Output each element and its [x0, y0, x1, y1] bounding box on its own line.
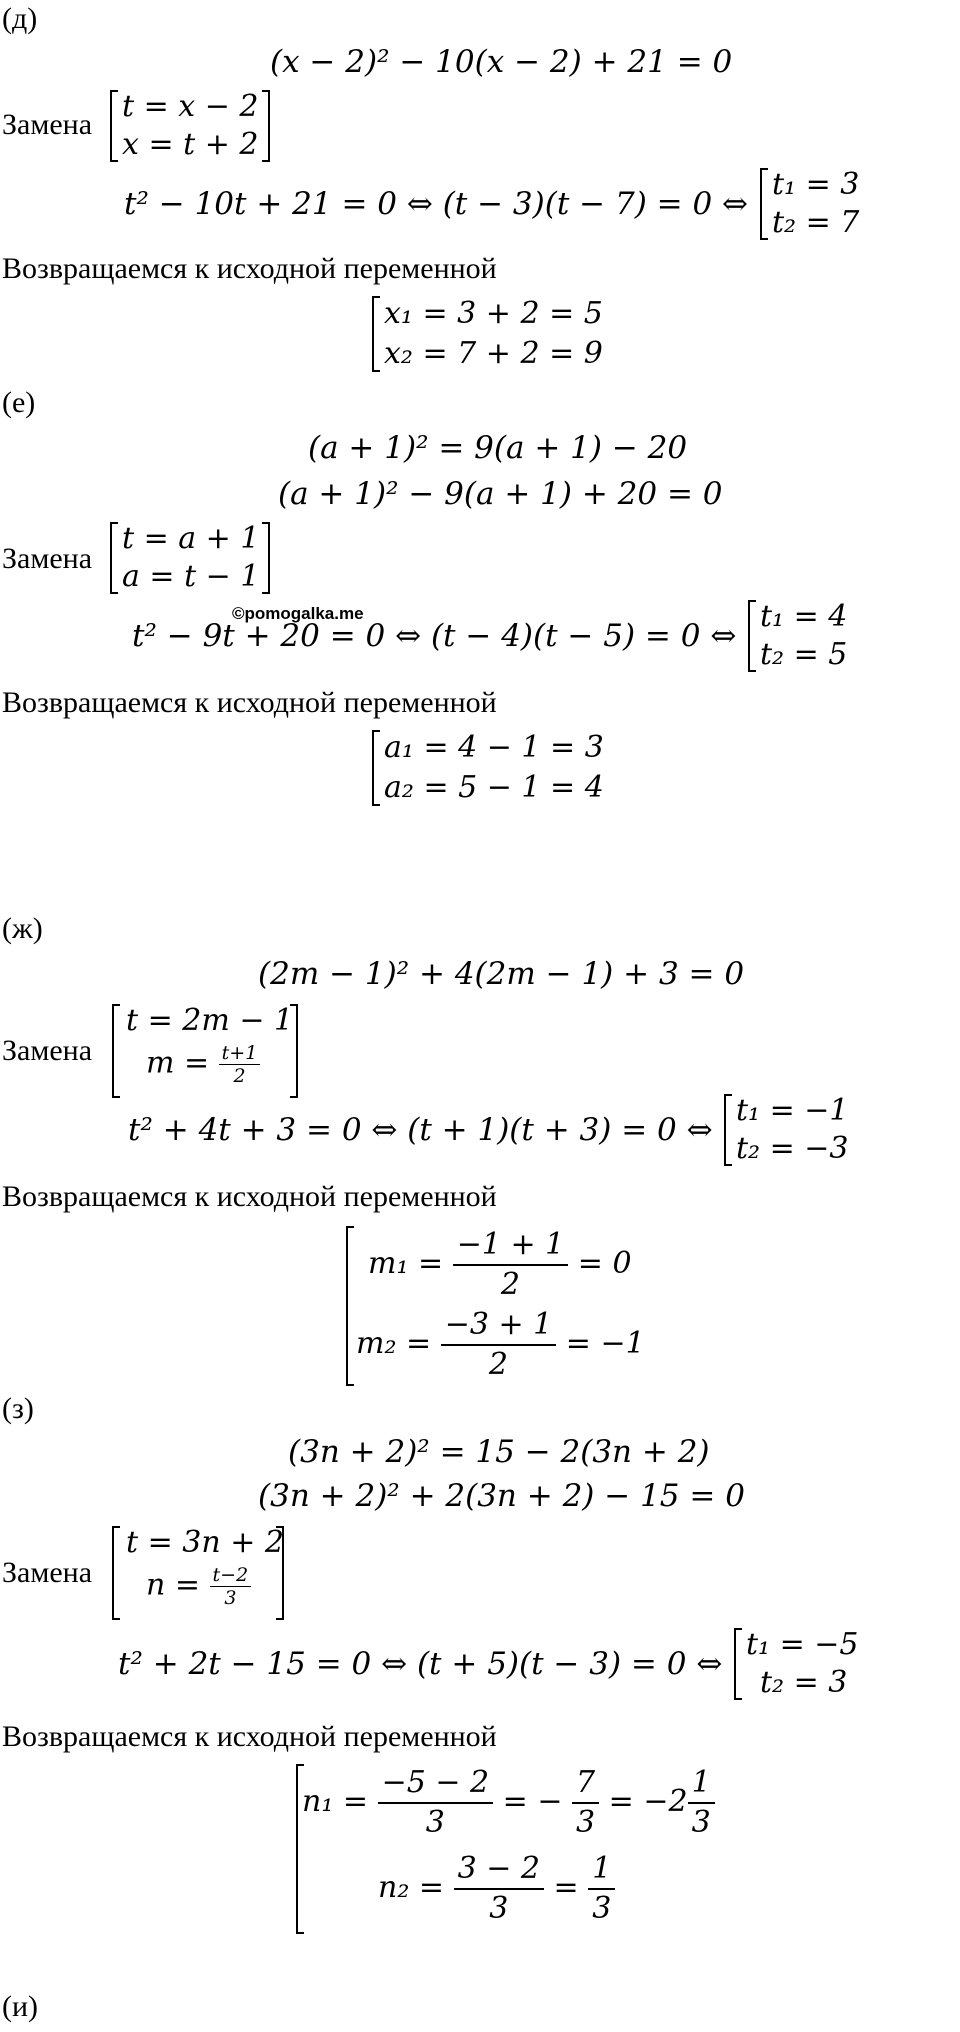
substitution-z-fraction: [210, 1564, 252, 1609]
equation-zh-1: (2m − 1)² + 4(2m − 1) + 3 = 0: [258, 956, 745, 992]
section-label-i: (и): [2, 1990, 39, 2023]
answers-z: [296, 1764, 716, 1934]
root-z-1: t₁ = −5: [746, 1627, 859, 1662]
answers-zh: [346, 1226, 646, 1386]
section-label-zh: (ж): [2, 912, 43, 945]
substitution-e-line1: t = a + 1: [122, 521, 260, 556]
answer-z-2-fraction: [454, 1850, 544, 1928]
answer-z-1-numerator-2: 7: [572, 1764, 599, 1804]
answer-zh-1-numerator: −1 + 1: [453, 1226, 569, 1266]
equation-d-2: t² − 10t + 21 = 0 ⇔ (t − 3)(t − 7) = 0 ⇔: [124, 186, 749, 222]
substitution-z-denominator: 3: [224, 1587, 237, 1609]
substitution-d-line1: t = x − 2: [122, 89, 259, 124]
answer-e-2: a₂ = 5 − 1 = 4: [384, 770, 604, 805]
answer-z-1-denominator-2: 3: [576, 1805, 596, 1840]
substitution-zh-line2: [146, 1042, 260, 1087]
answers-e: [372, 730, 612, 806]
roots-z: [734, 1628, 864, 1700]
answer-zh-1-rhs: = 0: [577, 1246, 632, 1281]
roots-d: [760, 168, 870, 240]
answer-zh-2-denominator: 2: [488, 1347, 509, 1382]
substitution-d-line2: x = t + 2: [122, 127, 259, 162]
equation-z-3: t² + 2t − 15 = 0 ⇔ (t + 5)(t − 3) = 0 ⇔: [118, 1646, 723, 1682]
answer-z-1-fraction-2: [572, 1764, 599, 1842]
substitution-z-line2: [146, 1564, 251, 1609]
roots-e: [748, 600, 858, 672]
substitution-z-line1: t = 3n + 2: [126, 1525, 284, 1560]
equation-e-1: (a + 1)² = 9(a + 1) − 20: [308, 430, 688, 466]
answer-zh-1: [368, 1226, 632, 1304]
equation-e-2: (a + 1)² − 9(a + 1) + 20 = 0: [278, 476, 723, 512]
root-zh-1: t₁ = −1: [736, 1093, 849, 1128]
answer-z-1-lhs: n₁ =: [302, 1784, 369, 1819]
equation-e-3: t² − 9t + 20 = 0 ⇔ (t − 4)(t − 5) = 0 ⇔: [132, 618, 737, 654]
answer-z-2-numerator: 3 − 2: [454, 1850, 544, 1890]
equation-d-1: (x − 2)² − 10(x − 2) + 21 = 0: [270, 44, 733, 80]
answer-z-1-fraction: [378, 1764, 494, 1842]
substitution-e: [110, 522, 270, 594]
root-z-2: t₂ = 3: [760, 1665, 848, 1700]
answer-zh-2-numerator: −3 + 1: [441, 1306, 557, 1346]
answer-zh-1-fraction: [453, 1226, 569, 1304]
answer-z-1: [302, 1764, 715, 1842]
answer-z-1-denominator-3: 3: [691, 1805, 711, 1840]
answer-z-2-fraction-2: [588, 1850, 615, 1928]
answer-e-1: a₁ = 4 − 1 = 3: [384, 730, 604, 765]
substitution-z: [112, 1526, 284, 1620]
root-e-1: t₁ = 4: [760, 599, 848, 634]
section-label-e: (е): [2, 386, 36, 419]
answer-zh-1-lhs: m₁ =: [368, 1246, 444, 1281]
answer-zh-2-rhs: = −1: [565, 1326, 645, 1361]
answer-z-2-numerator-2: 1: [588, 1850, 615, 1890]
return-text-e: Возвращаемся к исходной переменной: [2, 686, 497, 719]
zamena-label-d: Замена: [2, 108, 93, 141]
answer-z-1-numerator-3: 1: [688, 1764, 715, 1804]
answer-zh-2: [356, 1306, 645, 1384]
roots-zh: [724, 1094, 854, 1166]
section-label-z: (з): [2, 1392, 34, 1425]
answer-z-1-denominator: 3: [425, 1805, 445, 1840]
return-text-z: Возвращаемся к исходной переменной: [2, 1720, 497, 1753]
return-text-d: Возвращаемся к исходной переменной: [2, 252, 497, 285]
watermark: ©pomogalka.me: [232, 604, 364, 623]
answer-z-1-mid: = −: [502, 1784, 563, 1819]
answer-z-2-mid: =: [553, 1870, 579, 1905]
substitution-zh-fraction: [219, 1042, 261, 1087]
root-d-2: t₂ = 7: [772, 205, 860, 240]
equation-z-1: (3n + 2)² = 15 − 2(3n + 2): [288, 1434, 710, 1470]
answer-z-2-lhs: n₂ =: [378, 1870, 445, 1905]
answer-z-1-numerator: −5 − 2: [378, 1764, 494, 1804]
root-zh-2: t₂ = −3: [736, 1131, 849, 1166]
substitution-zh: [112, 1004, 298, 1098]
return-text-zh: Возвращаемся к исходной переменной: [2, 1180, 497, 1213]
root-d-1: t₁ = 3: [772, 167, 860, 202]
substitution-zh-line1: t = 2m − 1: [126, 1003, 294, 1038]
answer-z-2-denominator: 3: [489, 1891, 509, 1926]
answer-d-2: x₂ = 7 + 2 = 9: [384, 336, 603, 371]
substitution-e-line2: a = t − 1: [122, 559, 260, 594]
zamena-label-e: Замена: [2, 542, 93, 575]
section-label-d: (д): [2, 2, 38, 35]
answer-z-1-fraction-3: [688, 1764, 715, 1842]
answer-zh-1-denominator: 2: [500, 1267, 521, 1302]
answer-zh-2-fraction: [441, 1306, 557, 1384]
substitution-zh-denominator: 2: [233, 1065, 246, 1087]
answer-z-2-denominator-2: 3: [592, 1891, 612, 1926]
root-e-2: t₂ = 5: [760, 637, 848, 672]
answers-d: [372, 296, 612, 372]
equation-zh-2: t² + 4t + 3 = 0 ⇔ (t + 1)(t + 3) = 0 ⇔: [128, 1112, 713, 1148]
substitution-z-lhs: n =: [146, 1567, 200, 1603]
substitution-zh-lhs: m =: [146, 1045, 210, 1081]
zamena-label-z: Замена: [2, 1556, 93, 1589]
substitution-z-numerator: t−2: [210, 1564, 252, 1587]
answer-z-1-mid-2: = −2: [608, 1784, 688, 1819]
substitution-d: [110, 90, 270, 162]
answer-zh-2-lhs: m₂ =: [356, 1326, 432, 1361]
answer-z-2: [378, 1850, 615, 1928]
substitution-zh-numerator: t+1: [219, 1042, 261, 1065]
zamena-label-zh: Замена: [2, 1034, 93, 1067]
answer-d-1: x₁ = 3 + 2 = 5: [384, 296, 603, 331]
equation-z-2: (3n + 2)² + 2(3n + 2) − 15 = 0: [258, 1478, 745, 1514]
